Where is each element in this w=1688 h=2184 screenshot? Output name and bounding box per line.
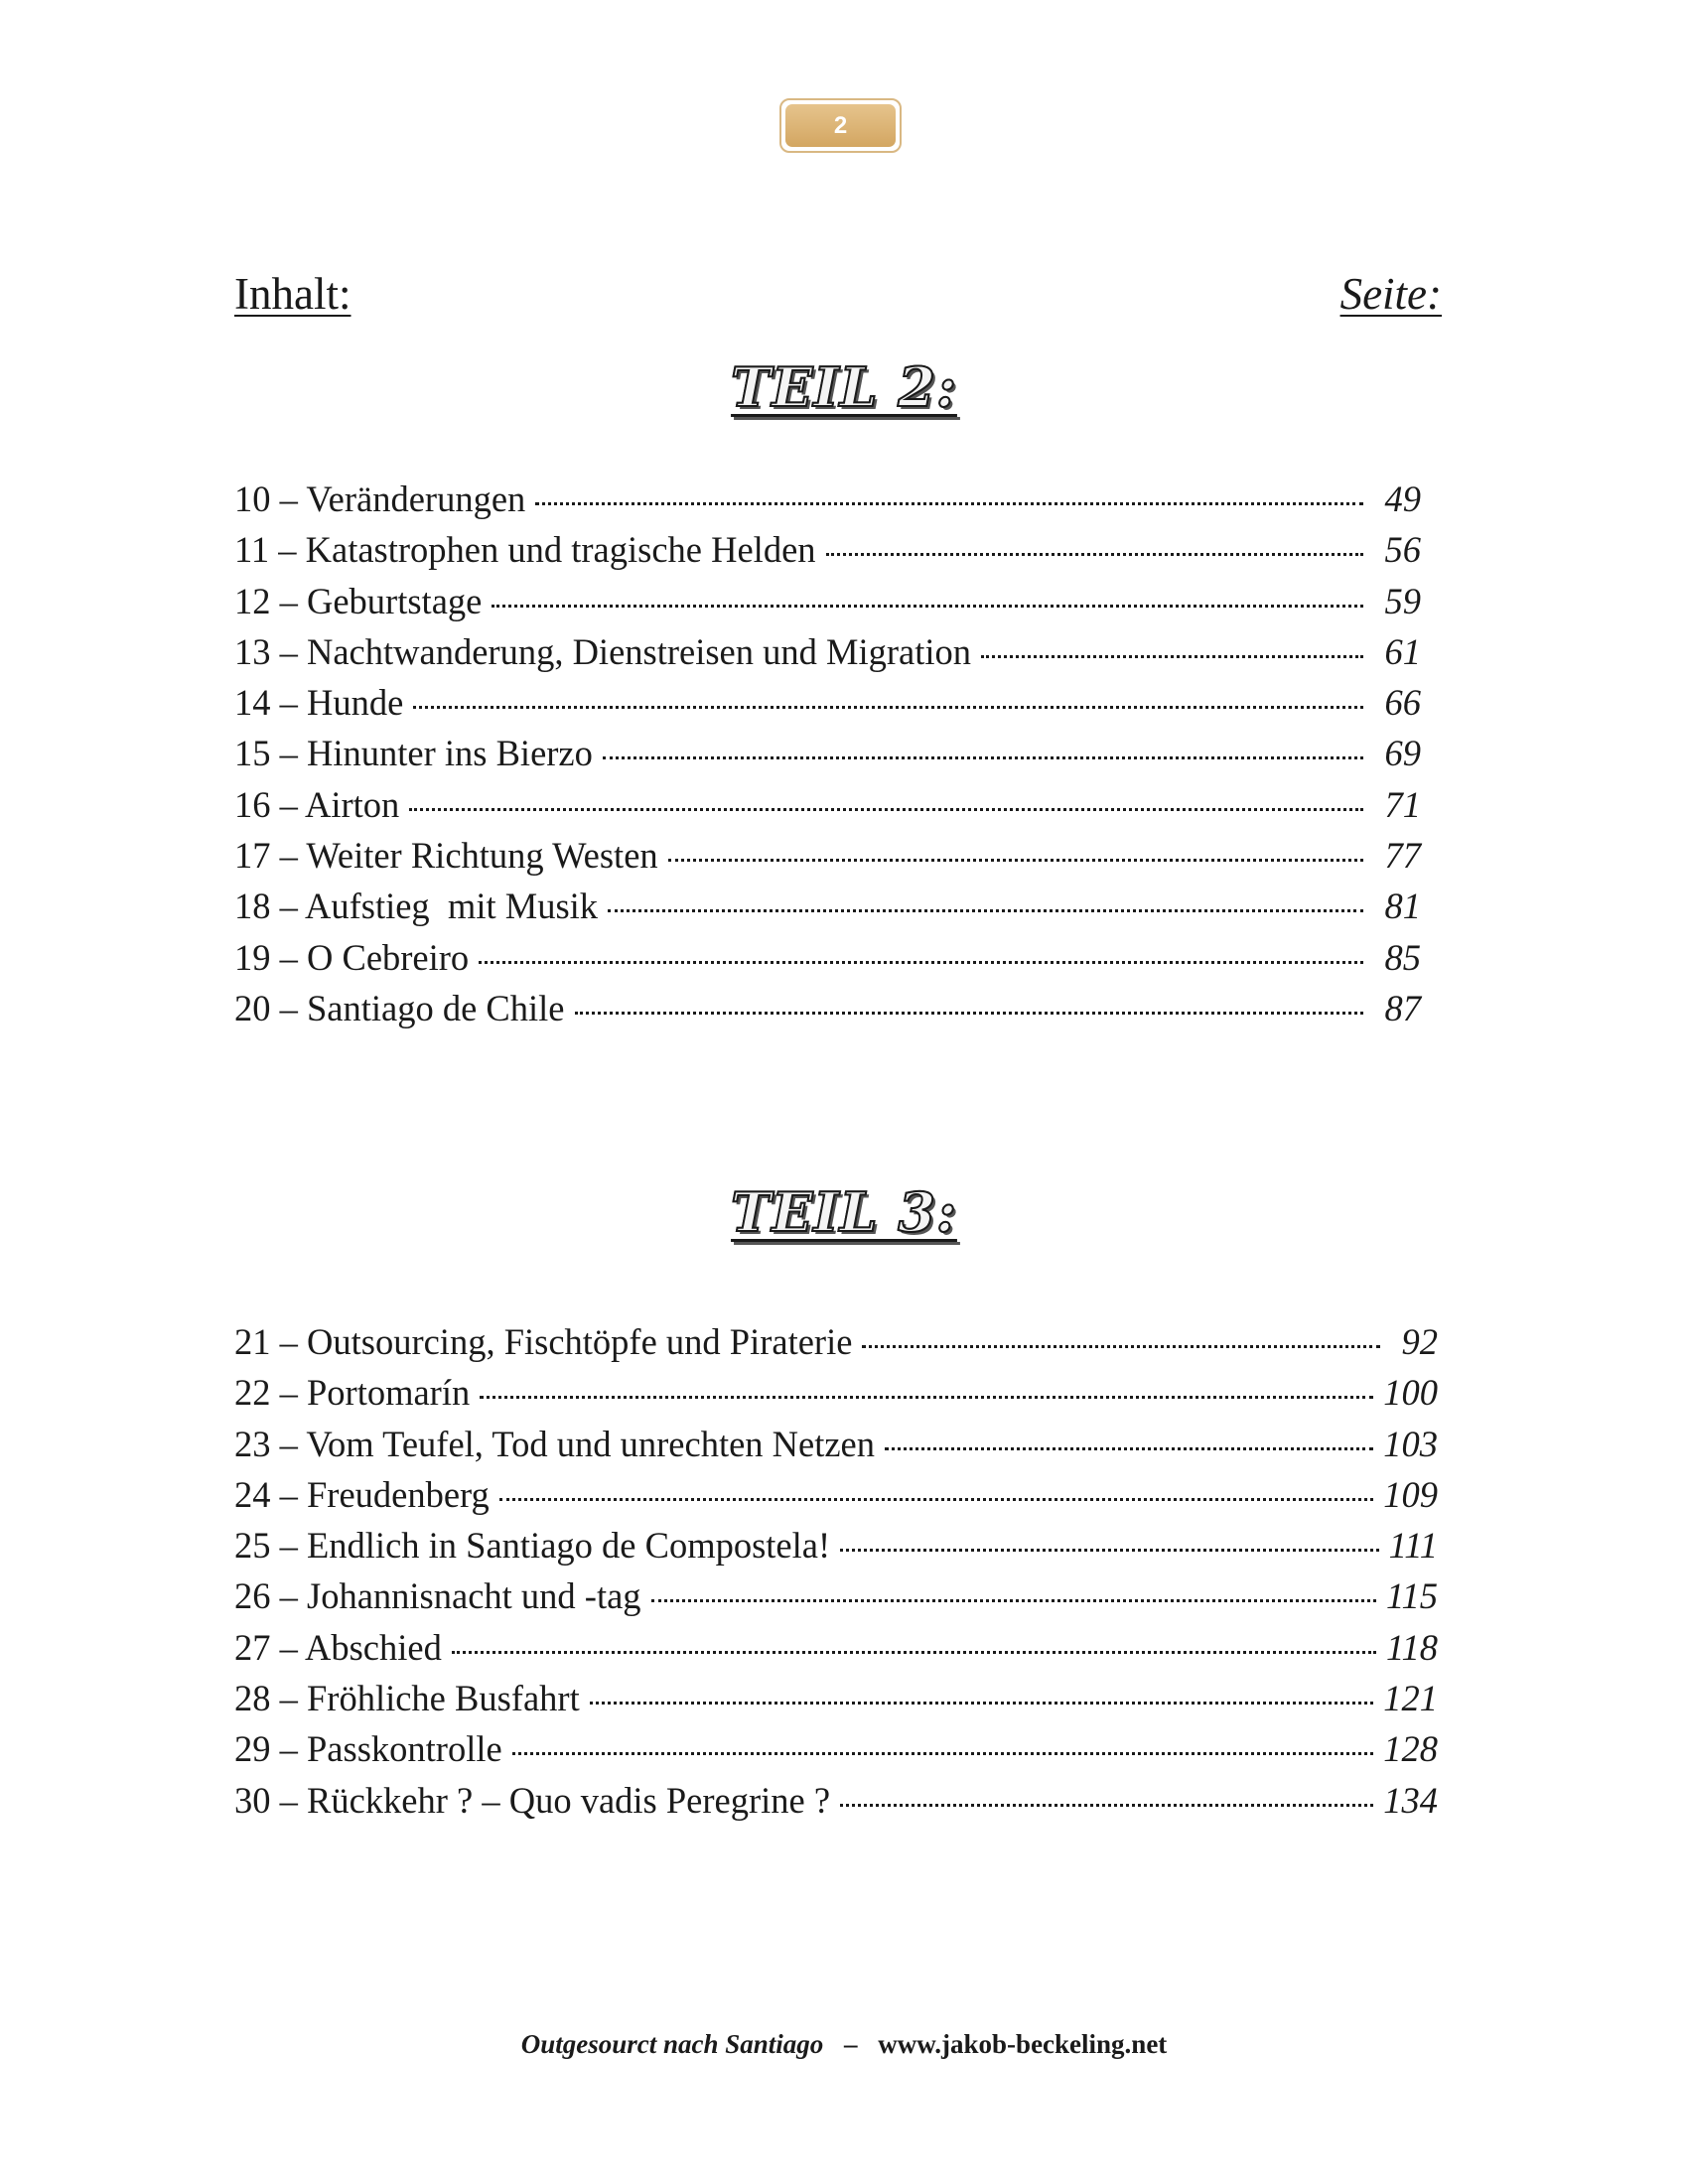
toc-entry[interactable] bbox=[234, 626, 1438, 677]
toc-entry-page: 111 bbox=[1388, 1525, 1438, 1567]
toc-entry-title: 10 – Veränderungen bbox=[234, 478, 526, 519]
leader-dots bbox=[840, 1549, 1379, 1552]
toc-entry-title: 27 – Abschied bbox=[234, 1626, 442, 1668]
toc-entry-page: 77 bbox=[1384, 835, 1421, 877]
page-column-heading: Seite: bbox=[1339, 269, 1442, 319]
leader-dots bbox=[535, 502, 1363, 505]
toc-entry[interactable] bbox=[234, 474, 1438, 524]
toc-entry[interactable] bbox=[234, 728, 1438, 778]
leader-dots bbox=[479, 961, 1363, 964]
leader-dots bbox=[409, 808, 1363, 811]
toc-heading: Inhalt: bbox=[234, 269, 352, 319]
toc-entry-page: 103 bbox=[1383, 1423, 1438, 1464]
leader-dots bbox=[651, 1599, 1376, 1602]
leader-dots bbox=[413, 706, 1363, 709]
part-2-title bbox=[0, 355, 1688, 419]
toc-entry-title: 16 – Airton bbox=[234, 783, 400, 825]
toc-entry-title: 18 – Aufstieg mit Musik bbox=[234, 886, 599, 927]
leader-dots bbox=[590, 1702, 1374, 1705]
toc-entry-title: 19 – O Cebreiro bbox=[234, 936, 470, 978]
toc-entry[interactable] bbox=[234, 881, 1438, 931]
leader-dots bbox=[668, 859, 1363, 862]
toc-list-part-3 bbox=[234, 1316, 1438, 1826]
toc-entry-title: 13 – Nachtwanderung, Dienstreisen und Migration bbox=[234, 630, 971, 672]
toc-header bbox=[234, 268, 1442, 328]
toc-entry[interactable] bbox=[234, 1723, 1438, 1774]
toc-entry-page: 92 bbox=[1401, 1321, 1438, 1362]
leader-dots bbox=[480, 1396, 1373, 1399]
toc-entry-page: 81 bbox=[1384, 886, 1421, 927]
toc-entry-title: 14 – Hunde bbox=[234, 682, 404, 724]
toc-entry-page: 49 bbox=[1384, 478, 1421, 519]
footer-book-title: Outgesourct nach Santiago bbox=[520, 2029, 824, 2059]
toc-entry-page: 69 bbox=[1384, 733, 1421, 774]
toc-entry-page: 128 bbox=[1383, 1728, 1438, 1770]
part-3-title bbox=[0, 1180, 1688, 1244]
toc-entry-page: 134 bbox=[1383, 1779, 1438, 1821]
leader-dots bbox=[826, 553, 1363, 556]
toc-entry-title: 23 – Vom Teufel, Tod und unrechten Netzen bbox=[234, 1423, 876, 1464]
toc-entry[interactable] bbox=[234, 1775, 1438, 1826]
toc-entry[interactable] bbox=[234, 983, 1438, 1033]
toc-entry-page: 118 bbox=[1385, 1626, 1438, 1668]
toc-entry-page: 61 bbox=[1384, 630, 1421, 672]
leader-dots bbox=[512, 1752, 1374, 1755]
page-number: 2 bbox=[785, 104, 896, 147]
leader-dots bbox=[862, 1345, 1380, 1348]
leader-dots bbox=[603, 756, 1363, 759]
toc-entry-title: 29 – Passkontrolle bbox=[234, 1728, 502, 1770]
toc-entry-title: 22 – Portomarín bbox=[234, 1372, 471, 1414]
toc-entry-page: 56 bbox=[1384, 529, 1421, 571]
toc-entry-title: 17 – Weiter Richtung Westen bbox=[234, 835, 658, 877]
toc-entry-title: 28 – Fröhliche Busfahrt bbox=[234, 1678, 580, 1719]
toc-entry[interactable] bbox=[234, 576, 1438, 626]
toc-entry[interactable] bbox=[234, 524, 1438, 575]
toc-entry-page: 71 bbox=[1384, 783, 1421, 825]
leader-dots bbox=[492, 605, 1363, 608]
leader-dots bbox=[499, 1498, 1373, 1501]
leader-dots bbox=[981, 655, 1363, 658]
page-footer bbox=[0, 2029, 1688, 2060]
toc-entry[interactable] bbox=[234, 1367, 1438, 1418]
toc-entry[interactable] bbox=[234, 1673, 1438, 1723]
leader-dots bbox=[885, 1447, 1373, 1450]
part-2-title-text: TEIL 2: bbox=[731, 355, 957, 419]
leader-dots bbox=[608, 909, 1363, 912]
toc-entry[interactable] bbox=[234, 1570, 1438, 1621]
toc-entry[interactable] bbox=[234, 1419, 1438, 1469]
part-3-title-text: TEIL 3: bbox=[731, 1180, 957, 1244]
toc-entry-page: 59 bbox=[1384, 580, 1421, 621]
toc-entry[interactable] bbox=[234, 830, 1438, 881]
toc-entry[interactable] bbox=[234, 932, 1438, 983]
toc-entry-title: 24 – Freudenberg bbox=[234, 1473, 490, 1515]
toc-entry-title: 26 – Johannisnacht und -tag bbox=[234, 1575, 641, 1617]
toc-entry[interactable] bbox=[234, 779, 1438, 830]
leader-dots bbox=[575, 1012, 1363, 1015]
toc-entry-page: 66 bbox=[1384, 682, 1421, 724]
leader-dots bbox=[840, 1804, 1373, 1807]
toc-entry-title: 25 – Endlich in Santiago de Compostela! bbox=[234, 1525, 831, 1567]
toc-entry[interactable] bbox=[234, 677, 1438, 728]
toc-entry-page: 100 bbox=[1383, 1372, 1438, 1414]
toc-list-part-2 bbox=[234, 474, 1438, 1033]
toc-entry-title: 21 – Outsourcing, Fischtöpfe und Piraterie bbox=[234, 1321, 853, 1362]
toc-entry-page: 115 bbox=[1385, 1575, 1438, 1617]
toc-entry-title: 30 – Rückkehr ? – Quo vadis Peregrine ? bbox=[234, 1779, 831, 1821]
toc-entry-page: 87 bbox=[1384, 987, 1421, 1028]
toc-entry-title: 20 – Santiago de Chile bbox=[234, 987, 565, 1028]
toc-entry[interactable] bbox=[234, 1622, 1438, 1673]
toc-entry[interactable] bbox=[234, 1316, 1438, 1367]
footer-website-link[interactable]: www.jakob-beckeling.net bbox=[878, 2029, 1168, 2059]
toc-entry[interactable] bbox=[234, 1469, 1438, 1520]
toc-entry-page: 109 bbox=[1383, 1473, 1438, 1515]
toc-entry-page: 85 bbox=[1384, 936, 1421, 978]
toc-entry-title: 12 – Geburtstage bbox=[234, 580, 483, 621]
toc-entry-title: 15 – Hinunter ins Bierzo bbox=[234, 733, 593, 774]
page-number-badge bbox=[779, 98, 902, 153]
leader-dots bbox=[452, 1651, 1376, 1654]
toc-entry-page: 121 bbox=[1383, 1678, 1438, 1719]
toc-entry-title: 11 – Katastrophen und tragische Helden bbox=[234, 529, 816, 571]
footer-separator: – bbox=[844, 2029, 858, 2059]
toc-entry[interactable] bbox=[234, 1520, 1438, 1570]
